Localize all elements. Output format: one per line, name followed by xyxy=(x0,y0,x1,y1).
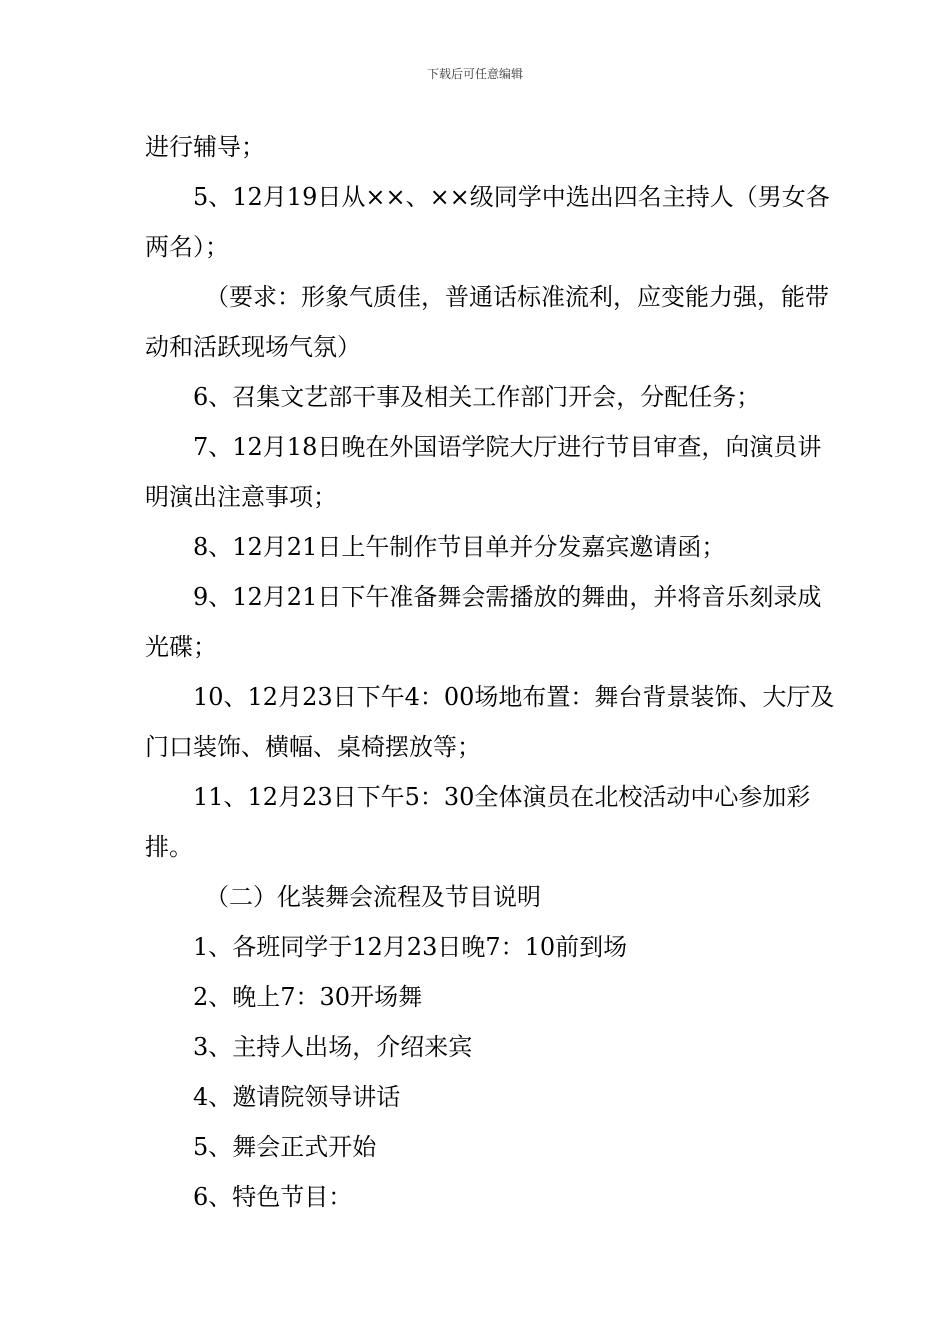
paragraph: 6、召集文艺部干事及相关工作部门开会，分配任务； xyxy=(193,383,761,411)
paragraph: 进行辅导； xyxy=(145,133,265,161)
paragraph: （要求：形象气质佳，普通话标准流利，应变能力强，能带动和活跃现场气氛） xyxy=(145,283,829,361)
paragraph: 7、12月18日晚在外国语学院大厅进行节目审查，向演员讲明演出注意事项； xyxy=(145,433,822,511)
paragraph: 2、晚上7：30开场舞 xyxy=(193,983,423,1011)
header-note: 下载后可任意编辑 xyxy=(426,67,523,81)
paragraph: 9、12月21日下午准备舞会需播放的舞曲，并将音乐刻录成光碟； xyxy=(145,583,822,661)
paragraph: 3、主持人出场，介绍来宾 xyxy=(193,1033,473,1061)
document-body xyxy=(145,122,835,1222)
section-heading: （二）化装舞会流程及节目说明 xyxy=(205,883,541,911)
paragraph: 8、12月21日上午制作节目单并分发嘉宾邀请函； xyxy=(193,533,726,561)
paragraph: 11、12月23日下午5：30全体演员在北校活动中心参加彩排。 xyxy=(145,783,811,861)
paragraph: 1、各班同学于12月23日晚7：10前到场 xyxy=(193,933,628,961)
paragraph: 6、特色节目： xyxy=(193,1183,353,1211)
paragraph: 10、12月23日下午4：00场地布置：舞台背景装饰、大厅及门口装饰、横幅、桌椅摆放等； xyxy=(145,683,835,761)
paragraph: 5、12月19日从××、××级同学中选出四名主持人（男女各两名）； xyxy=(145,183,830,261)
paragraph: 5、舞会正式开始 xyxy=(193,1133,377,1161)
paragraph: 4、邀请院领导讲话 xyxy=(193,1083,401,1111)
